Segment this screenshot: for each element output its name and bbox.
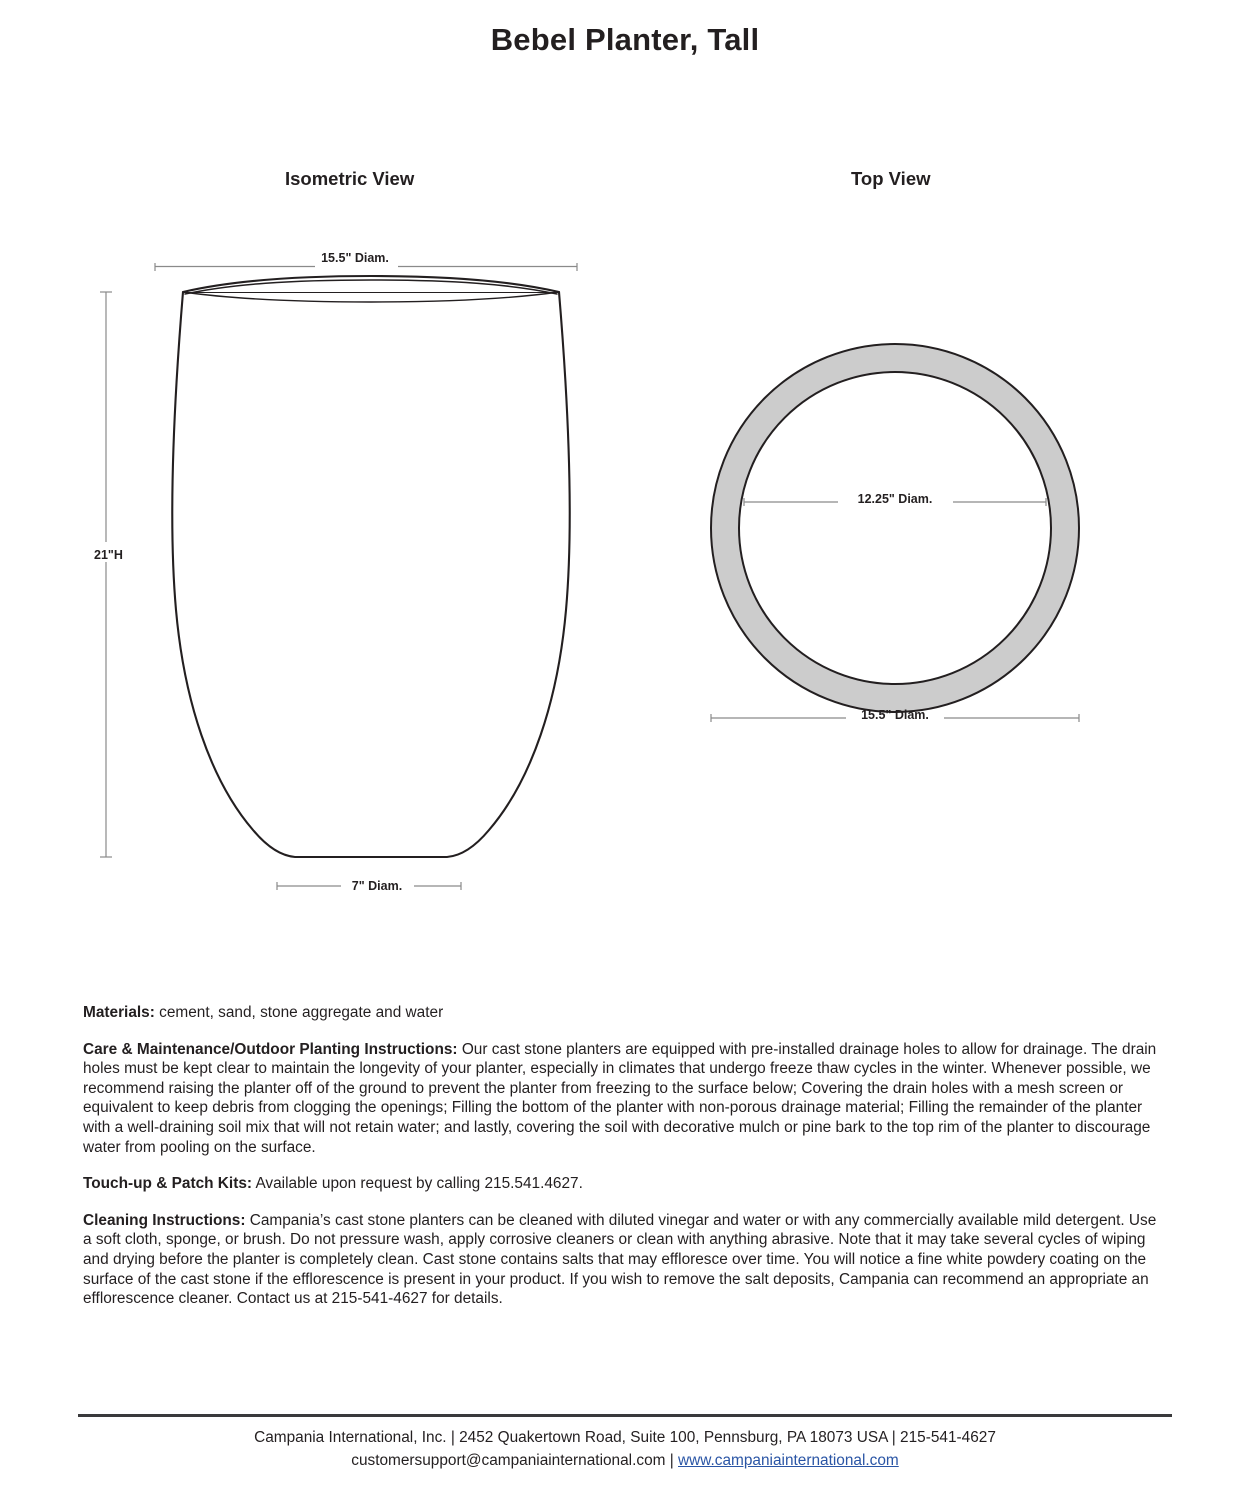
page-title: Bebel Planter, Tall — [490, 22, 760, 57]
planter-body-outline — [172, 292, 569, 857]
touchup-heading: Touch-up & Patch Kits: — [83, 1175, 253, 1193]
touchup-paragraph — [83, 1174, 1165, 1194]
care-paragraph — [83, 1040, 1165, 1158]
footer-separator: | — [665, 1452, 679, 1469]
footer-divider — [78, 1414, 1172, 1417]
materials-paragraph — [83, 1003, 1165, 1023]
footer-contact-line — [0, 1449, 1250, 1472]
top-view-label: Top View — [851, 168, 931, 189]
planter-rim-outer-arc — [183, 276, 559, 292]
cleaning-body: Campania’s cast stone planters can be cleaned with diluted vinegar and water or with any commercially available mild detergent. Use a soft cloth, sponge, or brush. Do not pressure wash, apply corrosive cleaners or clean with anything abrasive. Note that it may take several cycles of wiping and drying before the planter is completely clean. Cast stone contains salts that may effloresce over time. You will notice a fine white powdery coating on the surface of the cast stone if the efflorescence is present in your product. If you wish to remove the salt deposits, Campania can recommend an appropriate an efflorescence cleaner. Contact us at 215-541-4627 for details. — [83, 1211, 1157, 1308]
bottom-diameter-label: 7" Diam. — [351, 879, 403, 893]
height-label: 21"H — [94, 548, 123, 562]
footer-email: customersupport@campaniainternational.com — [351, 1452, 666, 1469]
height-dimension — [94, 292, 123, 857]
inner-diameter-label: 12.25" Diam. — [857, 492, 933, 506]
isometric-view-label: Isometric View — [285, 168, 415, 189]
bottom-diameter-dimension — [277, 879, 461, 893]
top-diameter-label: 15.5" Diam. — [321, 251, 389, 265]
footer — [0, 1426, 1250, 1472]
isometric-drawing — [94, 251, 577, 893]
cleaning-heading: Cleaning Instructions: — [83, 1211, 246, 1229]
cleaning-paragraph — [83, 1211, 1165, 1309]
care-body: Our cast stone planters are equipped with pre-installed drainage holes to allow for drainage. The drain holes must be kept clear to maintain the longevity of your planter, especially in climates that undergo freeze thaw cycles in the winter. Whenever possible, we recommend raising the planter off of the ground to prevent the planter from freezing to the surface below; Covering the drain holes with a mesh screen or equivalent to keep debris from clogging the openings; Filling the bottom of the planter with non-porous drainage material; Filling the remainder of the planter with a well-draining soil mix that will not retain water; and lastly, covering the soil with decorative mulch or pine bark to the top rim of the planter to discourage water from pooling on the surface. — [83, 1040, 1157, 1156]
footer-website-link[interactable]: www.campaniainternational.com — [678, 1452, 899, 1469]
materials-heading: Materials: — [83, 1004, 155, 1021]
top-diameter-dimension — [155, 251, 577, 271]
outer-diameter-dimension — [711, 708, 1079, 722]
touchup-body: Available upon request by calling 215.541.4627. — [252, 1175, 583, 1193]
outer-diameter-label: 15.5" Diam. — [861, 708, 929, 722]
footer-address-line: Campania International, Inc. | 2452 Quakertown Road, Suite 100, Pennsburg, PA 18073 USA | 215-541-4627 — [254, 1429, 996, 1446]
materials-body: cement, sand, stone aggregate and water — [154, 1004, 444, 1021]
care-heading: Care & Maintenance/Outdoor Planting Instructions: — [83, 1040, 458, 1058]
top-view-drawing — [711, 344, 1079, 722]
planter-inner-circle — [739, 372, 1051, 684]
specifications-section — [83, 1003, 1165, 1309]
